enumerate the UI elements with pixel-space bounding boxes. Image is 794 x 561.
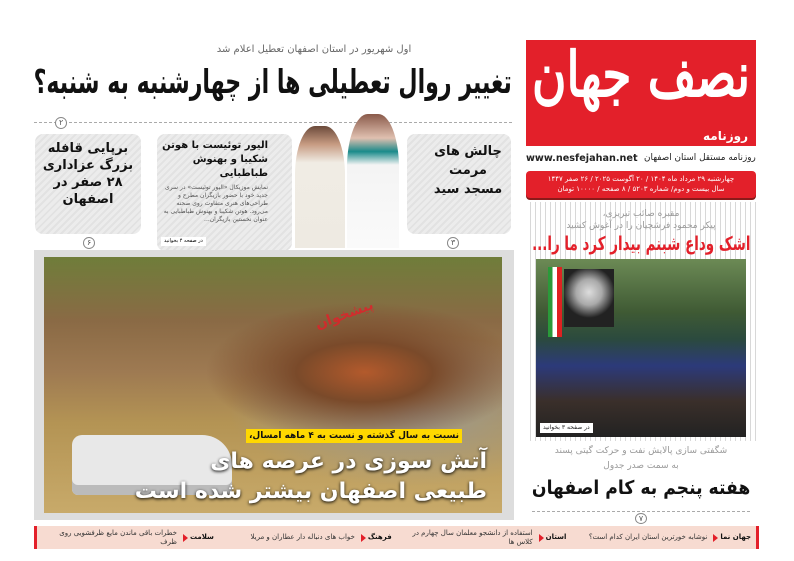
date-line: چهارشنبه ۲۹ مرداد ماه ۱۴۰۴ / ۲۰ آگوست ۲۰۲۵ / ۲۶ صفر ۱۴۴۷	[548, 175, 736, 183]
sport-kicker-2: به سمت صدر جدول	[604, 461, 680, 471]
bottom-item[interactable]: خطرات باقی ماندن مایع ظرفشویی روی ظرف	[60, 528, 178, 546]
masthead-meta-row	[527, 150, 757, 166]
photo-headline-line-2: طبیعی اصفهان بیشتر شده است	[135, 479, 488, 504]
logo-small: روزنامه	[704, 129, 749, 143]
bottom-news-bar	[35, 526, 760, 549]
issue-line: سال بیست و دوم/ شماره ۵۲۰۳ / ۸ صفحه / ۱۰۰۰۰ تومان	[558, 185, 726, 193]
obit-kicker-1: مقبره صائب تبریزی،	[603, 209, 681, 219]
box-left[interactable]	[36, 134, 142, 234]
bottom-category[interactable]: جهان نما	[714, 533, 752, 542]
photo-headline[interactable]	[136, 447, 488, 507]
bottom-item[interactable]: استفاده از دانشجو معلمان سال چهارم در کلاس ها	[413, 528, 534, 546]
obit-headline[interactable]: اشک وداع شبنم بیدار کرد ما را...	[532, 233, 751, 255]
bottom-category[interactable]: استان	[540, 533, 568, 542]
box-middle-body: نمایش موزیکال «الیور توئیست» در سری جدید خود با حضور بازیگران مطرح و طراحی‌های هنری متفاوت روی صحنه می‌رود. هوتن شکیبا و بهنوش طباطبایی به عنوان نخستین بازیگران...	[164, 184, 269, 223]
page-marker: ۲	[56, 117, 68, 129]
bottom-item[interactable]: خواب های دنباله دار عطاران و مریلا	[251, 533, 356, 541]
bottom-item[interactable]: نوشابه خورترین استان ایران کدام است؟	[589, 533, 709, 541]
lead-headline[interactable]: تغییر روال تعطیلی ها از چهارشنبه به شنبه؟	[34, 62, 513, 101]
divider	[35, 122, 513, 123]
box-middle-more[interactable]: در صفحه ۴ بخوانید	[162, 237, 207, 246]
watermark: پیشخوان	[314, 297, 377, 333]
bottom-category[interactable]: سلامت	[184, 533, 215, 542]
page-marker: ۶	[84, 237, 96, 249]
actor-photo-woman	[348, 114, 400, 248]
photo-headline-line-1: آتش سوزی در عرصه های	[211, 449, 488, 474]
box-middle[interactable]	[158, 134, 293, 251]
logo-name: نصف جهان	[532, 40, 751, 111]
portrait-image	[565, 269, 615, 327]
box-middle-headline: الیور توئیست با هوتن شکیبا و بهنوش طباطبایی	[163, 140, 269, 179]
photo-kicker: نسبت به سال گذشته و نسبت به ۴ ماهه امسال،	[247, 429, 463, 443]
bottom-category[interactable]: فرهنگ	[362, 533, 393, 542]
obit-kicker-2: پیکر محمود فرشچیان را در آغوش کشید	[567, 221, 717, 231]
box-right-headline: چالش های مرمت مسجد سید	[434, 144, 504, 197]
website-url[interactable]: www.nesfejahan.net	[527, 152, 639, 164]
sport-kicker-1: شگفتی سازی پالایش نفت و حرکت گیتی پسند	[555, 446, 729, 456]
box-right[interactable]	[408, 134, 512, 234]
date-bar	[527, 171, 757, 198]
sport-story	[527, 441, 757, 523]
page-marker: ۳	[448, 237, 460, 249]
sport-headline[interactable]: هفته پنجم به کام اصفهان	[532, 477, 751, 499]
wildfire-photo	[45, 257, 503, 513]
page-marker: ۷	[636, 513, 648, 524]
right-column	[527, 202, 757, 523]
masthead-logo	[527, 40, 757, 146]
box-left-headline: برپایی قافله بزرگ عزاداری ۲۸ صفر در اصفهان	[43, 141, 135, 207]
lead-kicker: اول شهریور در استان اصفهان تعطیل اعلام شد	[217, 44, 413, 55]
flag-image	[549, 267, 563, 337]
photo-caption[interactable]: در صفحه ۳ بخوانید	[541, 423, 594, 433]
tagline: روزنامه مستقل استان اصفهان	[645, 153, 757, 163]
actor-photo-man	[296, 126, 346, 248]
funeral-photo	[537, 259, 747, 437]
